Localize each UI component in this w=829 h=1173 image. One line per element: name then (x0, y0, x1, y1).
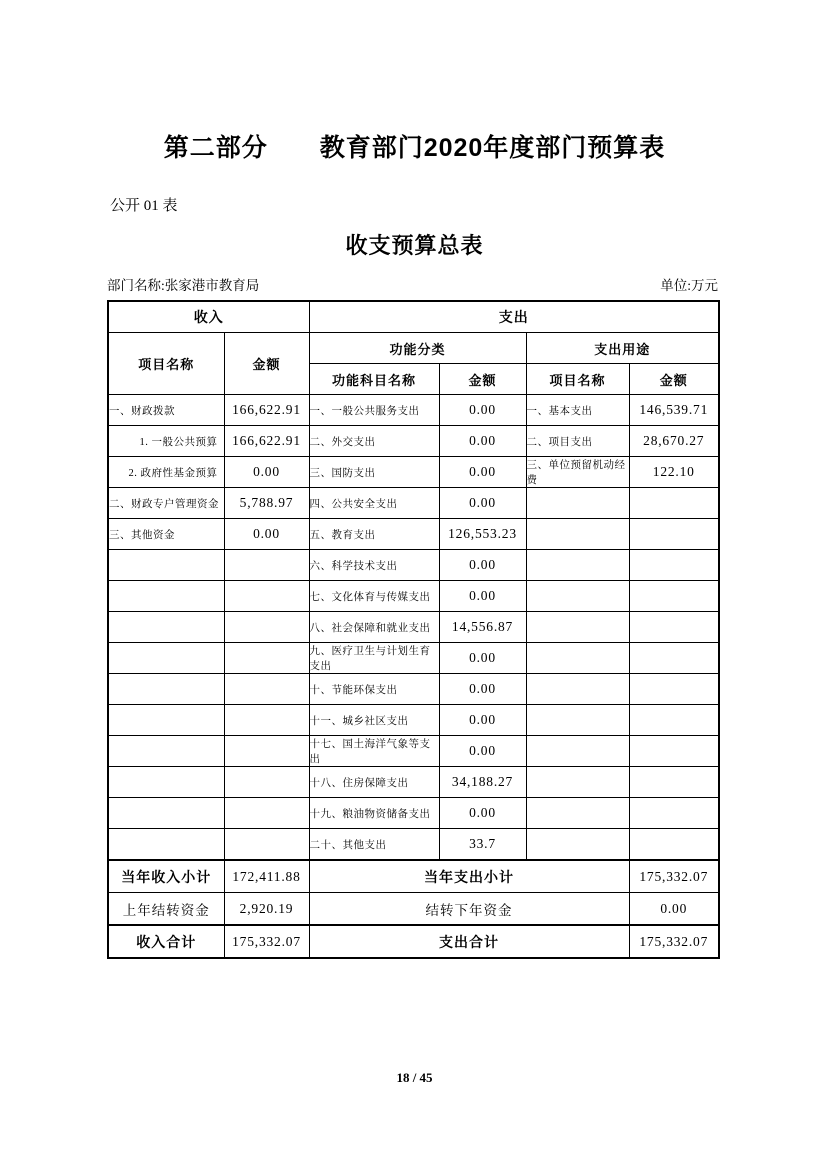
table-row (108, 705, 719, 736)
income-item-cell (108, 705, 224, 736)
purpose-amount-header: 金额 (629, 364, 719, 395)
purpose-amount-cell (629, 829, 719, 861)
income-amount-cell: 5,788.97 (224, 488, 309, 519)
func-amount-cell: 0.00 (439, 581, 526, 612)
purpose-amount-cell (629, 705, 719, 736)
purpose-item-cell (526, 798, 629, 829)
purpose-item-cell: 三、单位预留机动经费 (526, 457, 629, 488)
purpose-amount-cell (629, 767, 719, 798)
income-subtotal-amount: 172,411.88 (224, 860, 309, 893)
purpose-item-cell: 二、项目支出 (526, 426, 629, 457)
income-amount-cell: 166,622.91 (224, 426, 309, 457)
purpose-item-cell (526, 736, 629, 767)
summary-row-current-year (108, 860, 719, 893)
purpose-amount-cell (629, 519, 719, 550)
expense-subtotal-label: 当年支出小计 (309, 860, 629, 893)
func-amount-cell: 0.00 (439, 736, 526, 767)
unit-label: 单位:万元 (660, 278, 718, 293)
purpose-amount-cell (629, 581, 719, 612)
purpose-item-cell (526, 488, 629, 519)
func-amount-cell: 14,556.87 (439, 612, 526, 643)
section-title: 第二部分 教育部门2020年度部门预算表 (163, 134, 666, 162)
table-body (108, 395, 719, 861)
expense-subtotal-amount: 175,332.07 (629, 860, 719, 893)
func-item-cell: 十一、城乡社区支出 (309, 705, 439, 736)
table-summary (108, 860, 719, 958)
func-amount-cell: 126,553.23 (439, 519, 526, 550)
income-item-cell (108, 674, 224, 705)
table-row (108, 581, 719, 612)
func-item-cell: 九、医疗卫生与计划生育支出 (309, 643, 439, 674)
income-subtotal-label: 当年收入小计 (108, 860, 224, 893)
func-amount-cell: 0.00 (439, 426, 526, 457)
func-item-cell: 七、文化体育与传媒支出 (309, 581, 439, 612)
table-row (108, 736, 719, 767)
func-item-cell: 十、节能环保支出 (309, 674, 439, 705)
income-item-cell: 二、财政专户管理资金 (108, 488, 224, 519)
income-amount-cell (224, 829, 309, 861)
purpose-amount-cell (629, 612, 719, 643)
income-item-cell (108, 612, 224, 643)
header-row-sections (108, 301, 719, 333)
income-amount-cell (224, 767, 309, 798)
purpose-item-cell (526, 550, 629, 581)
purpose-item-cell (526, 581, 629, 612)
carryover-in-label: 上年结转资金 (108, 893, 224, 926)
income-amount-cell (224, 674, 309, 705)
income-item-cell: 三、其他资金 (108, 519, 224, 550)
income-amount-cell (224, 705, 309, 736)
func-item-header: 功能科目名称 (309, 364, 439, 395)
func-amount-cell: 33.7 (439, 829, 526, 861)
table-title: 收支预算总表 (345, 233, 484, 258)
table-row (108, 457, 719, 488)
func-item-cell: 四、公共安全支出 (309, 488, 439, 519)
purpose-item-cell: 一、基本支出 (526, 395, 629, 426)
func-amount-cell: 34,188.27 (439, 767, 526, 798)
department-name-label: 部门名称:张家港市教育局 (107, 278, 260, 293)
purpose-amount-cell (629, 643, 719, 674)
func-item-cell: 一、一般公共服务支出 (309, 395, 439, 426)
func-amount-cell: 0.00 (439, 705, 526, 736)
table-row (108, 612, 719, 643)
table-row (108, 395, 719, 426)
func-amount-cell: 0.00 (439, 488, 526, 519)
income-total-label: 收入合计 (108, 925, 224, 958)
func-amount-cell: 0.00 (439, 395, 526, 426)
purpose-amount-cell (629, 550, 719, 581)
purpose-item-cell (526, 674, 629, 705)
func-item-cell: 十八、住房保障支出 (309, 767, 439, 798)
carryover-out-label: 结转下年资金 (309, 893, 629, 926)
table-row (108, 519, 719, 550)
income-item-cell: 2. 政府性基金预算 (108, 457, 224, 488)
income-item-header: 项目名称 (108, 333, 224, 395)
income-amount-cell: 0.00 (224, 457, 309, 488)
income-amount-cell (224, 581, 309, 612)
expense-total-amount: 175,332.07 (629, 925, 719, 958)
summary-row-carryover (108, 893, 719, 926)
purpose-item-cell (526, 643, 629, 674)
income-item-cell (108, 829, 224, 861)
income-amount-cell (224, 612, 309, 643)
func-amount-cell: 0.00 (439, 674, 526, 705)
func-amount-cell: 0.00 (439, 550, 526, 581)
func-item-cell: 六、科学技术支出 (309, 550, 439, 581)
func-amount-cell: 0.00 (439, 643, 526, 674)
purpose-item-cell (526, 829, 629, 861)
func-item-cell: 三、国防支出 (309, 457, 439, 488)
purpose-item-cell (526, 612, 629, 643)
purpose-amount-cell (629, 674, 719, 705)
func-amount-cell: 0.00 (439, 457, 526, 488)
func-item-cell: 二、外交支出 (309, 426, 439, 457)
income-item-cell (108, 767, 224, 798)
income-amount-cell (224, 643, 309, 674)
income-amount-header: 金额 (224, 333, 309, 395)
budget-table (107, 300, 720, 959)
purpose-amount-cell (629, 798, 719, 829)
purpose-item-cell (526, 705, 629, 736)
func-item-cell: 八、社会保障和就业支出 (309, 612, 439, 643)
purpose-amount-cell (629, 736, 719, 767)
carryover-in-amount: 2,920.19 (224, 893, 309, 926)
income-item-cell: 一、财政拨款 (108, 395, 224, 426)
table-row (108, 488, 719, 519)
expense-total-label: 支出合计 (309, 925, 629, 958)
table-row (108, 674, 719, 705)
purpose-amount-cell: 146,539.71 (629, 395, 719, 426)
income-item-cell (108, 736, 224, 767)
income-amount-cell (224, 798, 309, 829)
summary-row-total (108, 925, 719, 958)
expenditure-purpose-header: 支出用途 (526, 333, 719, 364)
table-row (108, 767, 719, 798)
purpose-item-cell (526, 767, 629, 798)
table-code-label: 公开 01 表 (110, 198, 178, 214)
purpose-item-cell (526, 519, 629, 550)
func-item-cell: 二十、其他支出 (309, 829, 439, 861)
func-item-cell: 十七、国土海洋气象等支出 (309, 736, 439, 767)
carryover-out-amount: 0.00 (629, 893, 719, 926)
table-row (108, 798, 719, 829)
income-item-cell (108, 643, 224, 674)
func-amount-cell: 0.00 (439, 798, 526, 829)
functional-category-header: 功能分类 (309, 333, 526, 364)
header-row-groups (108, 333, 719, 364)
table-header (108, 301, 719, 395)
income-item-cell (108, 798, 224, 829)
func-item-cell: 五、教育支出 (309, 519, 439, 550)
income-amount-cell (224, 736, 309, 767)
table-meta-row (107, 274, 718, 294)
expenditure-section-header: 支出 (309, 301, 719, 333)
table-row (108, 426, 719, 457)
purpose-amount-cell (629, 488, 719, 519)
income-amount-cell: 0.00 (224, 519, 309, 550)
func-item-cell: 十九、粮油物资储备支出 (309, 798, 439, 829)
purpose-amount-cell: 28,670.27 (629, 426, 719, 457)
table-row (108, 550, 719, 581)
income-item-cell (108, 581, 224, 612)
income-section-header: 收入 (108, 301, 309, 333)
income-amount-cell: 166,622.91 (224, 395, 309, 426)
income-amount-cell (224, 550, 309, 581)
income-total-amount: 175,332.07 (224, 925, 309, 958)
income-item-cell (108, 550, 224, 581)
table-row (108, 643, 719, 674)
page-number: 18 / 45 (396, 1070, 433, 1085)
table-row (108, 829, 719, 861)
income-item-cell: 1. 一般公共预算 (108, 426, 224, 457)
purpose-item-header: 项目名称 (526, 364, 629, 395)
purpose-amount-cell: 122.10 (629, 457, 719, 488)
func-amount-header: 金额 (439, 364, 526, 395)
